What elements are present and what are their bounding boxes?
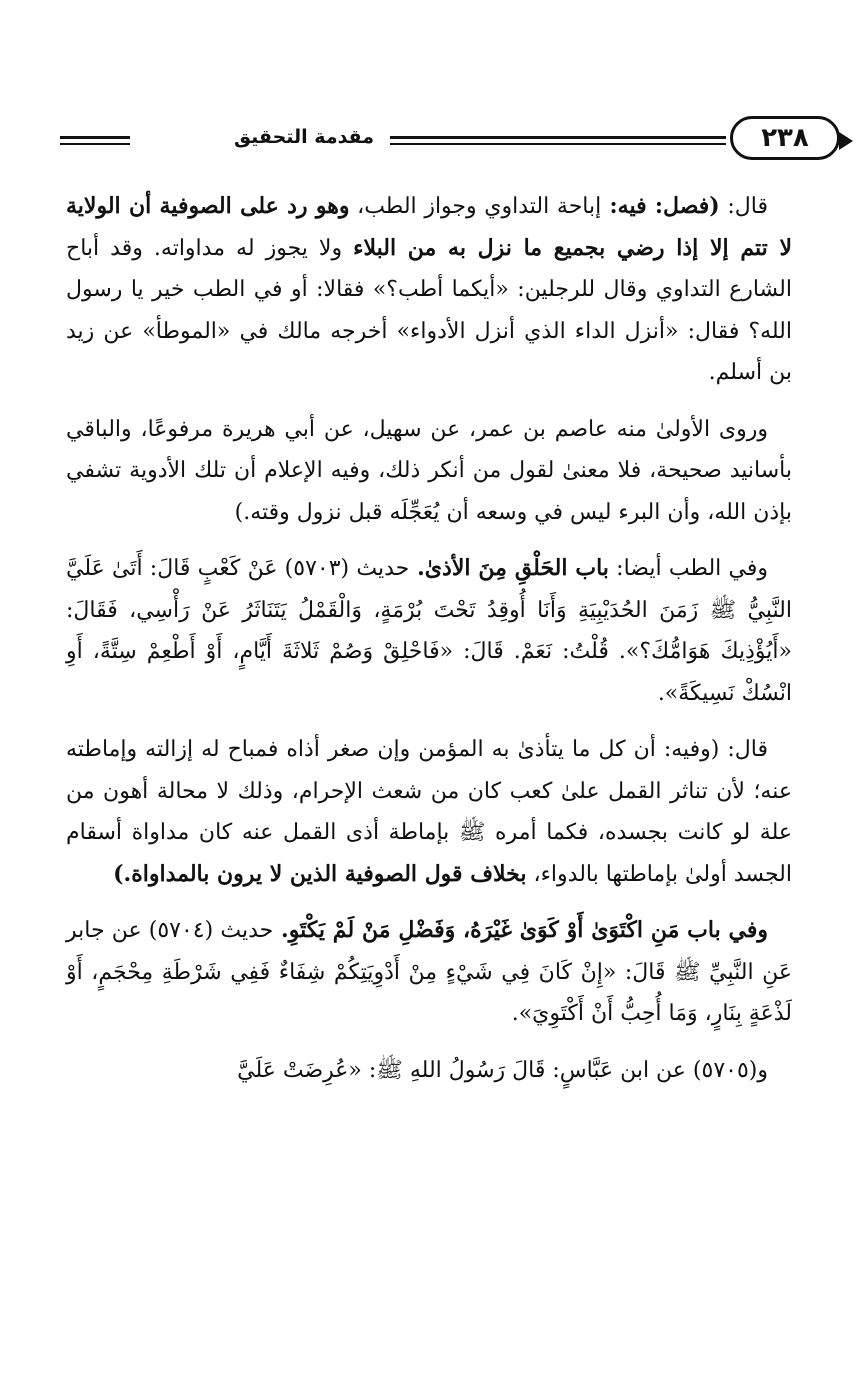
text-run: إباحة التداوي وجواز الطب، [349,194,602,219]
header-title: مقدمة التحقيق [234,126,374,148]
text-run: قال: (وفيه: أن كل ما يتأذىٰ به المؤمن وإن صغر أذاه فمباح له إزالته وإماطته عنه؛ لأن تناثر القمل علىٰ كعب كان من شعث الإحرام، وذلك لا محالة أهون من علة لو كانت بجسده، فكما أمره ﷺ بإماطة أذى القمل عنه كان مداواة أسقام الجسد أولىٰ بإماطتها بالدواء، [66,737,792,887]
page-header [60,112,809,172]
text-run-bold: وفي باب مَنِ اكْتَوَىٰ أَوْ كَوَىٰ غَيْرَهُ، وَفَضْلِ مَنْ لَمْ يَكْتَوِ. [273,917,769,943]
page-number: ٢٣٨ [730,116,840,160]
text-run: وروى الأولىٰ منه عاصم بن عمر، عن سهيل، عن أبي هريرة مرفوعًا، والباقي بأسانيد صحيحة، فلا معنىٰ لقول من أنكر ذلك، وفيه الإعلام أن تلك الأدوية تشفي بإذن الله، وأن البرء ليس في وسعه أن يُعَجِّلَه قبل نزول وقته.) [66,416,792,525]
text-run: و(٥٧٠٥) عن ابن عَبَّاسٍ: قَالَ رَسُولُ اللهِ ﷺ: «عُرِضَتْ عَلَيَّ [237,1057,768,1083]
text-run-bold: باب الحَلْقِ مِنَ الأذىٰ. [409,555,609,581]
paragraph [66,409,792,534]
text-run: حديث (٥٧٠٤) عن جابر عَنِ النَّبِيِّ ﷺ قَالَ: «إِنْ كَانَ فِي شَيْءٍ مِنْ أَدْوِيَتِكُمْ شِفَاءٌ فَفِي شَرْطَةِ مِحْجَمٍ، أَوْ لَذْعَةٍ بِنَارٍ، وَمَا أُحِبُّ أَنْ أَكْتَوِيَ». [66,918,792,1026]
text-run: قال: [719,194,768,219]
text-run-bold: بخلاف قول الصوفية الذين لا يرون بالمداواة.) [113,860,527,887]
paragraph [66,729,792,895]
header-rule-center-bottom [390,143,726,145]
text-run-bold: وهو رد على الصوفية أن الولاية لا تتم إلا إذا رضي بجميع ما نزل به من البلاء [66,193,792,261]
paragraph [66,548,792,714]
text-run: حديث (٥٧٠٣) عَنْ كَعْبٍ قَالَ: أَتَىٰ عَلَيَّ النَّبِيُّ ﷺ زَمَنَ الحُدَيْبِيَةِ وَأَنَا أُوقِدُ تَحْتَ بُرْمَةٍ، وَالْقَمْلُ يَتَنَاثَرُ عَنْ رَأْسِي، فَقَالَ: «أَيُؤْذِيكَ هَوَامُّكَ؟». قُلْتُ: نَعَمْ. قَالَ: «فَاحْلِقْ وَصُمْ ثَلاثَةَ أَيَّامٍ، أَوْ أَطْعِمْ سِتَّةً، أَوِ انْسُكْ نَسِيكَةً». [66,556,792,706]
header-rule-left-bottom [60,143,130,145]
header-rule-left-top [60,136,130,139]
text-run [66,193,792,385]
text-run-bold: (فصل: فيه: [601,193,720,219]
paragraph [66,910,792,1035]
text-run: ولا يجوز له مداواته. وقد أباح الشارع التداوي وقال للرجلين: «أيكما أطب؟» فقالا: أو في الطب خير يا رسول الله؟ فقال: «أنزل الداء الذي أنزل الأدواء» أخرجه مالك في «الموطأ» عن زيد بن أسلم. [66,235,792,385]
text-run: وفي الطب أيضا: [608,556,769,581]
paragraph [66,1050,792,1092]
body-text [66,186,792,1106]
paragraph [66,186,792,394]
header-rule-center-top [390,136,726,139]
